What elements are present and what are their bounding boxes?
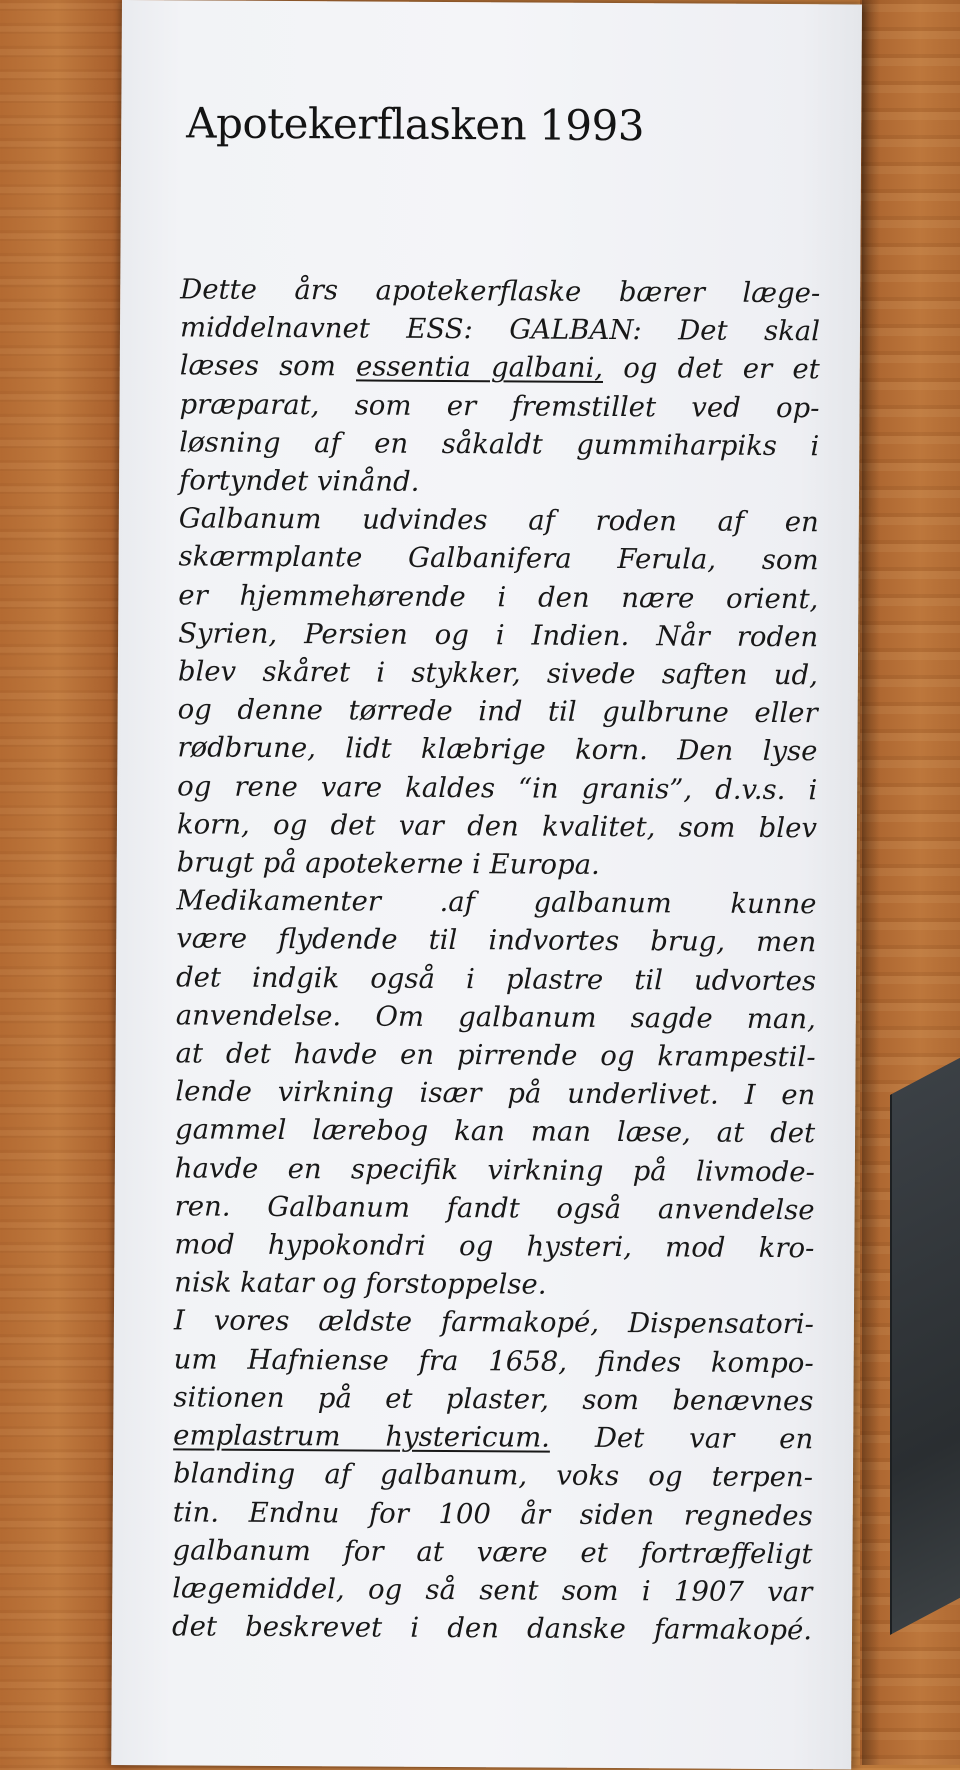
text-line: anvendelse. Om galbanum sagde man, [175,999,816,1036]
leaflet-paper [111,0,862,1769]
text-line: fortyndet vinånd. [178,464,420,498]
underlined-term: emplastrum hystericum. [173,1419,551,1454]
page-title: Apotekerflasken 1993 [186,98,645,151]
text-line: lende virkning især på underlivet. I en [175,1075,816,1112]
text-line: havde en specifik virkning på livmode- [174,1152,815,1188]
underlined-term: essentia galbani, [355,350,604,385]
text-line: galbanum for at være et fortræffeligt [172,1534,813,1570]
text-line: ren. Galbanum fandt også anvendelse [174,1190,815,1227]
text-line: være flydende til indvortes brug, men [176,922,817,959]
text-line: og denne tørrede ind til gulbrune eller [177,693,818,730]
text-line: mod hypokondri og hysteri, mod kro- [174,1228,815,1265]
text-line: gammel lærebog kan man læse, at det [175,1113,816,1150]
text-line: tin. Endnu for 100 år siden regnedes [172,1495,813,1532]
text-line: Dette års apotekerflaske bærer læge- [180,273,821,310]
paper-shadow [862,0,880,1765]
text-line: I vores ældste farmakopé, Dispensatori- [173,1304,815,1341]
text-line: um Hafniense fra 1658, findes kompo- [173,1343,814,1379]
text-line: Galbanum udvindes af roden af en [178,502,819,539]
text-segment: Det var en [549,1421,814,1456]
text-line: brugt på apotekerne i Europa. [176,846,600,881]
text-line: løsning af en såkaldt gummiharpiks i [179,426,820,463]
text-line: er hjemmehørende i den nære orient, [178,578,819,615]
text-line: korn, og det var den kvalitet, som blev [176,808,818,845]
text-line [180,347,820,389]
text-line: lægemiddel, og så sent som i 1907 var [172,1572,813,1609]
text-line: nisk katar og forstoppelse. [174,1266,547,1301]
text-segment: og det er et [602,352,820,386]
text-line: Medikamenter .af galbanum kunne [176,884,817,921]
text-segment: læses som [179,349,357,383]
body-text [172,270,820,1649]
text-line: at det havde en pirrende og krampestil- [175,1037,816,1074]
text-line: og rene vare kaldes “in granis”, d.v.s. i [177,769,818,806]
text-line: det indgik også i plastre til udvortes [175,961,817,997]
text-line: sitionen på et plaster, som benævnes [173,1381,814,1418]
text-line: rødbrune, lidt klæbrige korn. Den lyse [177,731,818,768]
text-line: skærmplante Galbanifera Ferula, som [178,540,819,577]
text-line: præparat, som er fremstillet ved op- [179,387,820,424]
text-line: blanding af galbanum, voks og terpen- [172,1457,814,1494]
text-line: middelnavnet ESS: GALBAN: Det skal [179,311,821,348]
text-line: det beskrevet i den danske farmakopé. [171,1610,813,1647]
text-line: Syrien, Persien og i Indien. Når roden [178,617,819,654]
text-line: blev skåret i stykker, sivede saften ud, [177,655,818,692]
dark-object-background [890,1046,960,1635]
text-line [173,1416,813,1458]
